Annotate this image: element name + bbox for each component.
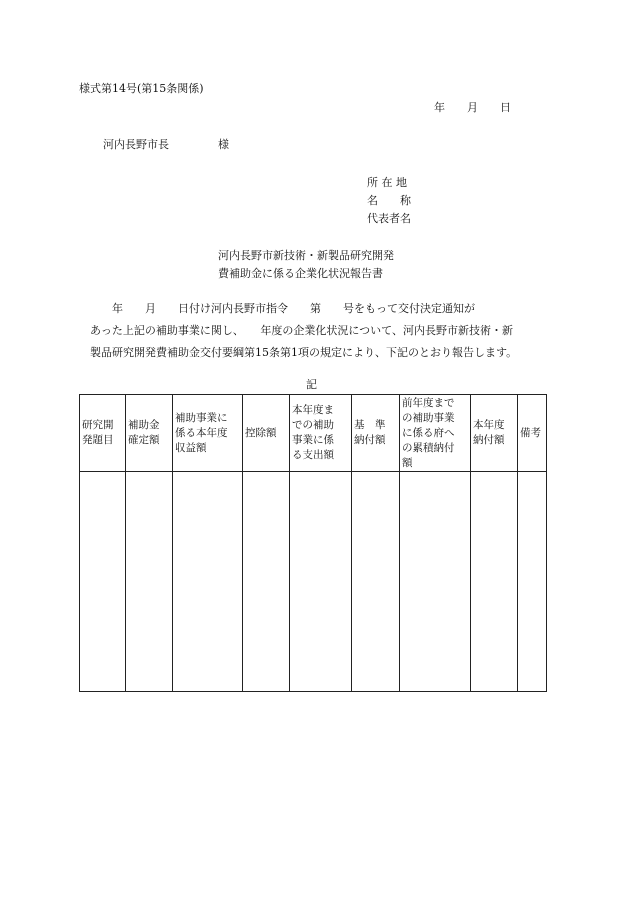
report-title-line1: 河内長野市新技術・新製品研究開発: [218, 249, 394, 262]
body-line-1: 年 月 日付け河内長野市指令 第 号をもって交付決定通知が: [90, 302, 475, 315]
cell-standard-payment[interactable]: [352, 472, 400, 692]
report-table: [79, 394, 547, 692]
cell-subsidy-confirmed[interactable]: [126, 472, 173, 692]
addressee-name: 河内長野市長: [103, 138, 169, 151]
body-line-3: 製品研究開発費補助金交付要綱第15条第1項の規定により、下記のとおり報告します。: [90, 346, 518, 359]
cell-remarks[interactable]: [518, 472, 547, 692]
table-row: [80, 472, 547, 692]
header-research-topic: 研究開 発題目: [80, 395, 126, 472]
address-label: 所 在 地: [367, 176, 407, 189]
report-title-line2: 費補助金に係る企業化状況報告書: [218, 267, 383, 280]
addressee-honorific: 様: [218, 138, 229, 151]
body-line-2: あった上記の補助事業に関し、 年度の企業化状況について、河内長野市新技術・新: [90, 324, 513, 337]
cell-expenditure-to-date[interactable]: [290, 472, 352, 692]
header-subsidy-confirmed: 補助金 確定額: [126, 395, 173, 472]
cell-research-topic[interactable]: [80, 472, 126, 692]
form-number: 様式第14号(第15条関係): [79, 82, 204, 95]
date-line: 年 月 日: [434, 101, 511, 114]
header-standard-payment: 基 準 納付額: [352, 395, 400, 472]
cell-cumulative-payment[interactable]: [400, 472, 471, 692]
header-current-year-revenue: 補助事業に 係る本年度 収益額: [173, 395, 243, 472]
header-remarks: 備考: [518, 395, 547, 472]
ki-label: 記: [306, 378, 317, 391]
cell-current-year-payment[interactable]: [471, 472, 518, 692]
representative-label: 代表者名: [367, 212, 411, 225]
cell-current-year-revenue[interactable]: [173, 472, 243, 692]
header-expenditure-to-date: 本年度ま での補助 事業に係 る支出額: [290, 395, 352, 472]
header-cumulative-payment: 前年度まで の補助事業 に係る府へ の累積納付 額: [400, 395, 471, 472]
header-deduction: 控除額: [243, 395, 290, 472]
table-header-row: [80, 395, 547, 472]
company-name-label: 名 称: [367, 194, 411, 207]
header-current-year-payment: 本年度 納付額: [471, 395, 518, 472]
cell-deduction[interactable]: [243, 472, 290, 692]
